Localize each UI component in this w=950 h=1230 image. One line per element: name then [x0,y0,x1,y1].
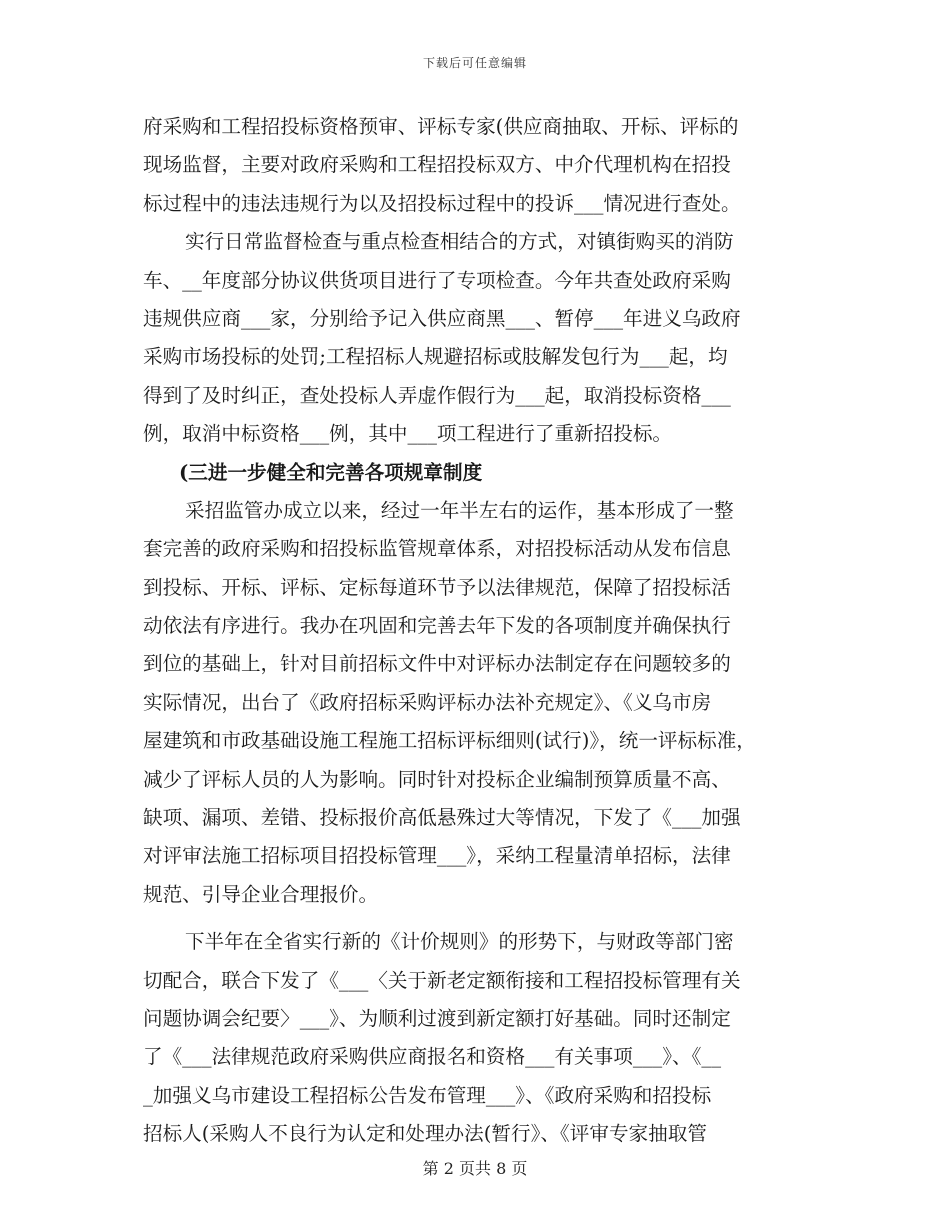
document-body [143,108,803,1154]
paragraph-line: 府采购和工程招投标资格预审、评标专家(供应商抽取、开标、评标的 [143,115,739,138]
paragraph-line: 例，取消中标资格___例，其中___项工程进行了重新招投标。 [143,422,673,446]
paragraph-line: 招标人(采购人不良行为认定和处理办法(暂行》、《评审专家抽取管 [143,1122,707,1146]
paragraph-line: 采招监管办成立以来，经过一年半左右的运作，基本形成了一整 [185,498,734,522]
paragraph-line: 车、__年度部分协议供货项目进行了专项检查。今年共查处政府采购 [143,268,731,292]
paragraph-line: 了《___法律规范政府采购供应商报名和资格___有关事项___》、《__ [143,1045,722,1069]
paragraph-line: _加强义乌市建设工程招标公告发布管理___》、《政府采购和招投标 [143,1083,712,1107]
paragraph-line: 缺项、漏项、差错、投标报价高低悬殊过大等情况，下发了《___加强 [143,806,741,830]
page-number-footer: 第 2 页共 8 页 [422,1159,528,1178]
paragraph-line: 对评审法施工招标项目招投标管理___》，采纳工程量清单招标，法律 [143,844,731,868]
paragraph-line: 到投标、开标、评标、定标每道环节予以法律规范，保障了招投标活 [143,575,731,599]
paragraph-line: 标过程中的违法违规行为以及招投标过程中的投诉___情况进行查处。 [143,191,741,215]
paragraph-line: 得到了及时纠正，查处投标人弄虚作假行为___起，取消投标资格___ [143,383,731,407]
paragraph-line: 下半年在全省实行新的《计价规则》的形势下，与财政等部门密 [185,930,734,954]
paragraph-line: 减少了评标人员的人为影响。同时针对投标企业编制预算质量不高、 [143,767,731,791]
section-heading: (三进一步健全和完善各项规章制度 [179,460,483,484]
paragraph-line: 规范、引导企业合理报价。 [143,882,379,906]
page-header: 下载后可任意编辑 [422,56,527,70]
paragraph-line: 套完善的政府采购和招投标监管规章体系，对招投标活动从发布信息 [143,537,731,561]
paragraph-line: 实际情况，出台了《政府招标采购评标办法补充规定》、《义乌市房 [143,690,712,714]
paragraph-line: 实行日常监督检查与重点检查相结合的方式，对镇街购买的消防 [185,230,734,254]
paragraph-line: 采购市场投标的处罚;工程招标人规避招标或肢解发包行为___起，均 [143,345,728,369]
paragraph-line: 问题协调会纪要〉___》、为顺利过渡到新定额打好基础。同时还制定 [143,1006,731,1030]
paragraph-line: 到位的基础上，针对目前招标文件中对评标办法制定存在问题较多的 [143,652,731,676]
paragraph-line: 屋建筑和市政基础设施工程施工招标评标细则(试行)》，统一评标标准， [143,729,756,753]
paragraph-line: 动依法有序进行。我办在巩固和完善去年下发的各项制度并确保执行 [143,614,731,638]
paragraph-line: 现场监督，主要对政府采购和工程招投标双方、中介代理机构在招投 [143,153,731,177]
paragraph-line: 违规供应商___家，分别给予记入供应商黑___、暂停___年进义乌政府 [143,306,741,330]
paragraph-line: 切配合，联合下发了《___〈关于新老定额衔接和工程招投标管理有关 [143,968,741,992]
